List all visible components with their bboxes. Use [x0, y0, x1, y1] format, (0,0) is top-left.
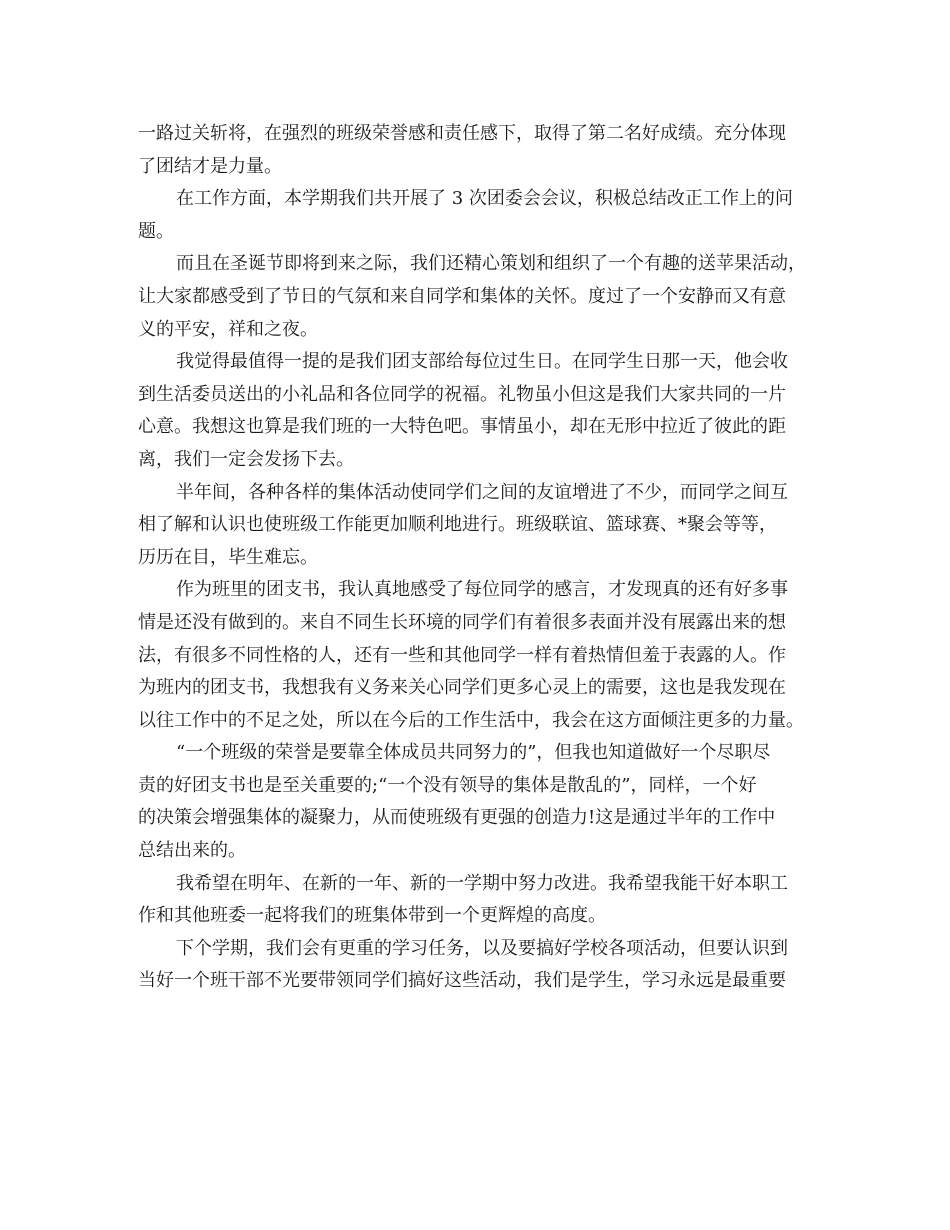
- text-line: 法，有很多不同性格的人，还有一些和其他同学一样有着热情但羞于表露的人。作: [138, 644, 786, 666]
- text-line: 让大家都感受到了节日的气氛和来自同学和集体的关怀。度过了一个安静而又有意: [138, 285, 786, 307]
- text-line: 离，我们一定会发扬下去。: [138, 448, 354, 470]
- text-line: 责的好团支书也是至关重要的;“一个没有领导的集体是散乱的”，同样，一个好: [138, 774, 757, 796]
- text-line: 为班内的团支书，我想我有义务来关心同学们更多心灵上的需要，这也是我发现在: [138, 677, 786, 699]
- text-line: 相了解和认识也使班级工作能更加顺利地进行。班级联谊、篮球赛、*聚会等等，: [138, 514, 777, 536]
- text-line: 的决策会增强集体的凝聚力，从而使班级有更强的创造力!这是通过半年的工作中: [138, 807, 776, 829]
- text-line: 当好一个班干部不光要带领同学们搞好这些活动，我们是学生，学习永远是最重要: [138, 970, 786, 992]
- body-text: [138, 118, 818, 998]
- text-line: 而且在圣诞节即将到来之际，我们还精心策划和组织了一个有趣的送苹果活动，: [176, 253, 806, 275]
- text-line: 作为班里的团支书，我认真地感受了每位同学的感言，才发现真的还有好多事: [176, 579, 788, 601]
- text-line: 总结出来的。: [138, 840, 246, 862]
- text-line: 在工作方面，本学期我们共开展了 3 次团委会会议，积极总结改正工作上的问: [176, 188, 793, 210]
- text-line: 题。: [138, 220, 174, 242]
- text-line: 一路过关斩将，在强烈的班级荣誉感和责任感下，取得了第二名好成绩。充分体现: [138, 123, 786, 144]
- text-line: 作和其他班委一起将我们的班集体带到一个更辉煌的高度。: [138, 905, 606, 927]
- text-line: 我希望在明年、在新的一年、新的一学期中努力改进。我希望我能干好本职工: [176, 872, 788, 894]
- text-line: 心意。我想这也算是我们班的一大特色吧。事情虽小，却在无形中拉近了彼此的距: [138, 416, 786, 438]
- text-line: 义的平安，祥和之夜。: [138, 318, 318, 340]
- text-line: 我觉得最值得一提的是我们团支部给每位过生日。在同学生日那一天，他会收: [176, 351, 788, 373]
- text-line: 了团结才是力量。: [138, 155, 282, 177]
- text-line: 下个学期，我们会有更重的学习任务，以及要搞好学校各项活动，但要认识到: [176, 937, 788, 959]
- text-line: 情是还没有做到的。来自不同生长环境的同学们有着很多表面并没有展露出来的想: [138, 611, 786, 633]
- text-line: 到生活委员送出的小礼品和各位同学的祝福。礼物虽小但这是我们大家共同的一片: [138, 383, 786, 405]
- text-line: 历历在目，毕生难忘。: [138, 546, 318, 568]
- text-line: 以往工作中的不足之处，所以在今后的工作生活中，我会在这方面倾注更多的力量。: [138, 709, 804, 731]
- text-line: 半年间，各种各样的集体活动使同学们之间的友谊增进了不少，而同学之间互: [176, 481, 788, 503]
- text-line: “一个班级的荣誉是要靠全体成员共同努力的”，但我也知道做好一个尽职尽: [176, 742, 771, 764]
